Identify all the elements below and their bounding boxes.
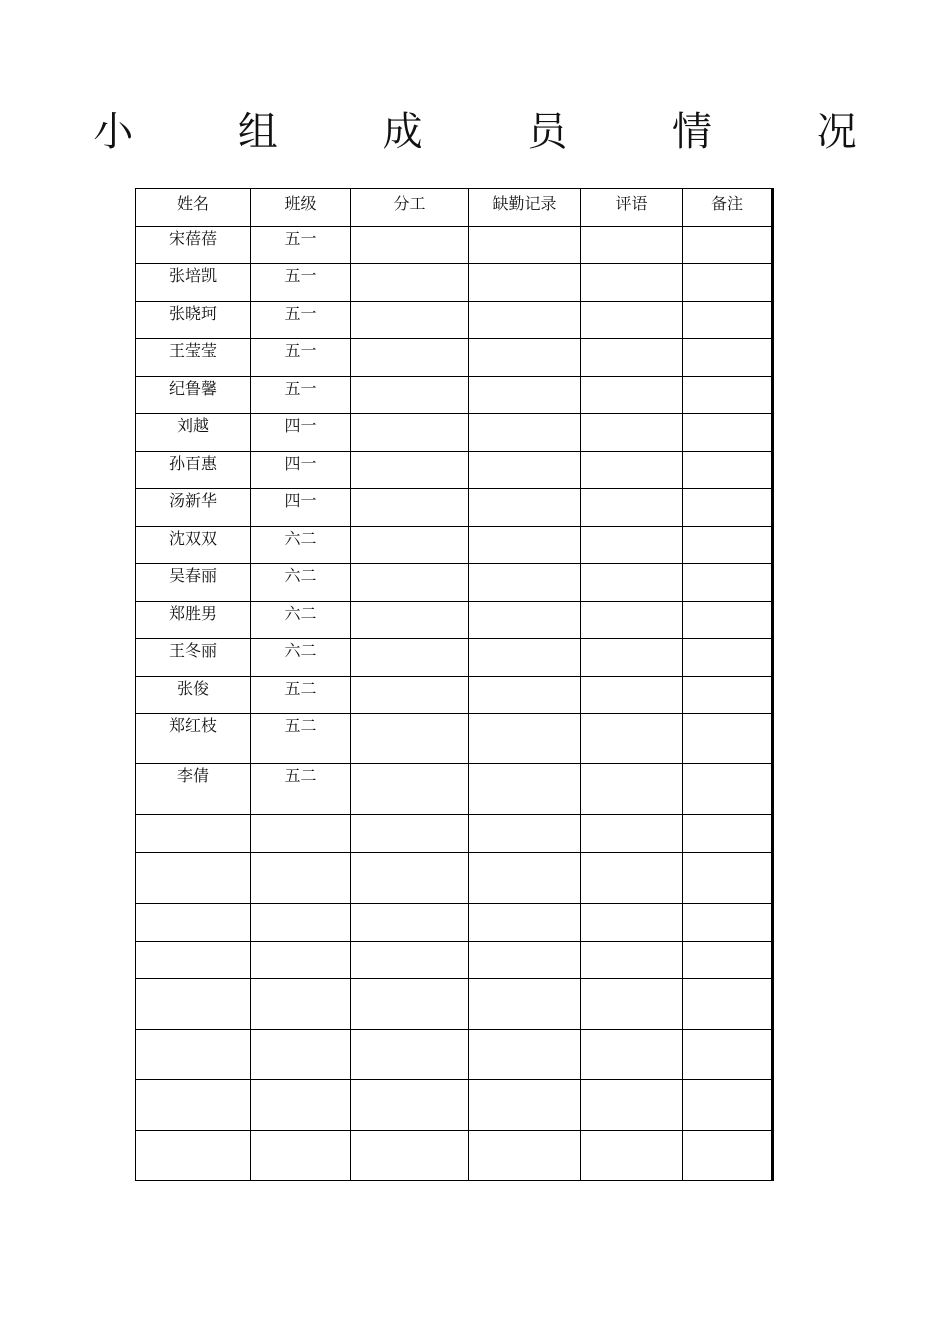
role-cell (351, 227, 469, 264)
member-class-cell (251, 979, 351, 1030)
member-name-cell (136, 1030, 251, 1080)
role-cell (351, 602, 469, 639)
absence-cell (469, 302, 581, 339)
member-class-cell: 五一 (251, 227, 351, 264)
table-row (136, 677, 773, 714)
table-row (136, 764, 773, 815)
member-class-cell: 五一 (251, 264, 351, 302)
comment-cell (581, 764, 683, 815)
comment-cell (581, 853, 683, 904)
member-name-cell (136, 1080, 251, 1131)
table-row (136, 527, 773, 564)
role-cell (351, 904, 469, 942)
absence-cell (469, 564, 581, 602)
remark-cell (683, 264, 773, 302)
member-name-cell: 宋蓓蓓 (136, 227, 251, 264)
absence-cell (469, 339, 581, 377)
role-cell (351, 677, 469, 714)
header-comment: 评语 (581, 189, 683, 227)
remark-cell (683, 853, 773, 904)
absence-cell (469, 815, 581, 853)
remark-cell (683, 1131, 773, 1181)
comment-cell (581, 227, 683, 264)
comment-cell (581, 264, 683, 302)
table-row (136, 452, 773, 489)
absence-cell (469, 489, 581, 527)
remark-cell (683, 1080, 773, 1131)
remark-cell (683, 377, 773, 414)
comment-cell (581, 942, 683, 979)
comment-cell (581, 904, 683, 942)
role-cell (351, 639, 469, 677)
member-name-cell: 孙百惠 (136, 452, 251, 489)
comment-cell (581, 1030, 683, 1080)
role-cell (351, 853, 469, 904)
absence-cell (469, 602, 581, 639)
member-class-cell (251, 853, 351, 904)
remark-cell (683, 639, 773, 677)
remark-cell (683, 339, 773, 377)
remark-cell (683, 602, 773, 639)
member-name-cell: 王冬丽 (136, 639, 251, 677)
remark-cell (683, 227, 773, 264)
page-title: 小 组 成 员 情 况 (93, 109, 903, 155)
comment-cell (581, 979, 683, 1030)
absence-cell (469, 853, 581, 904)
member-name-cell (136, 942, 251, 979)
member-class-cell: 四一 (251, 452, 351, 489)
member-class-cell: 五一 (251, 377, 351, 414)
header-class: 班级 (251, 189, 351, 227)
header-name: 姓名 (136, 189, 251, 227)
member-name-cell: 吴春丽 (136, 564, 251, 602)
table-row (136, 264, 773, 302)
absence-cell (469, 527, 581, 564)
member-class-cell (251, 815, 351, 853)
member-class-cell: 五二 (251, 677, 351, 714)
comment-cell (581, 527, 683, 564)
member-class-cell: 六二 (251, 639, 351, 677)
absence-cell (469, 942, 581, 979)
table-row (136, 1030, 773, 1080)
header-absence: 缺勤记录 (469, 189, 581, 227)
comment-cell (581, 639, 683, 677)
member-name-cell: 汤新华 (136, 489, 251, 527)
role-cell (351, 815, 469, 853)
role-cell (351, 339, 469, 377)
remark-cell (683, 564, 773, 602)
role-cell (351, 377, 469, 414)
role-cell (351, 452, 469, 489)
table-row (136, 602, 773, 639)
role-cell (351, 714, 469, 764)
member-class-cell (251, 904, 351, 942)
member-name-cell: 张晓珂 (136, 302, 251, 339)
remark-cell (683, 815, 773, 853)
member-name-cell (136, 853, 251, 904)
table-row (136, 564, 773, 602)
remark-cell (683, 1030, 773, 1080)
member-class-cell: 六二 (251, 527, 351, 564)
remark-cell (683, 489, 773, 527)
comment-cell (581, 677, 683, 714)
table-row (136, 714, 773, 764)
comment-cell (581, 602, 683, 639)
member-name-cell: 郑红枝 (136, 714, 251, 764)
member-name-cell (136, 1131, 251, 1181)
comment-cell (581, 1080, 683, 1131)
absence-cell (469, 227, 581, 264)
header-remark: 备注 (683, 189, 773, 227)
absence-cell (469, 1030, 581, 1080)
role-cell (351, 1131, 469, 1181)
role-cell (351, 414, 469, 452)
role-cell (351, 764, 469, 815)
remark-cell (683, 714, 773, 764)
member-name-cell: 张培凯 (136, 264, 251, 302)
remark-cell (683, 904, 773, 942)
remark-cell (683, 979, 773, 1030)
comment-cell (581, 302, 683, 339)
member-class-cell (251, 1131, 351, 1181)
remark-cell (683, 677, 773, 714)
member-table (135, 188, 774, 1181)
absence-cell (469, 639, 581, 677)
role-cell (351, 942, 469, 979)
member-name-cell: 纪鲁馨 (136, 377, 251, 414)
comment-cell (581, 339, 683, 377)
role-cell (351, 1080, 469, 1131)
table-row (136, 227, 773, 264)
member-name-cell (136, 904, 251, 942)
member-name-cell: 刘越 (136, 414, 251, 452)
absence-cell (469, 414, 581, 452)
role-cell (351, 564, 469, 602)
comment-cell (581, 452, 683, 489)
remark-cell (683, 527, 773, 564)
absence-cell (469, 979, 581, 1030)
remark-cell (683, 452, 773, 489)
member-class-cell: 六二 (251, 564, 351, 602)
absence-cell (469, 1131, 581, 1181)
remark-cell (683, 942, 773, 979)
member-class-cell: 四一 (251, 414, 351, 452)
comment-cell (581, 1131, 683, 1181)
role-cell (351, 527, 469, 564)
table-row (136, 904, 773, 942)
absence-cell (469, 264, 581, 302)
remark-cell (683, 302, 773, 339)
absence-cell (469, 764, 581, 815)
role-cell (351, 302, 469, 339)
absence-cell (469, 377, 581, 414)
member-class-cell (251, 942, 351, 979)
header-row (136, 189, 773, 227)
table-row (136, 815, 773, 853)
absence-cell (469, 677, 581, 714)
table-row (136, 1080, 773, 1131)
member-name-cell: 李倩 (136, 764, 251, 815)
header-role: 分工 (351, 189, 469, 227)
table-row (136, 853, 773, 904)
absence-cell (469, 904, 581, 942)
member-name-cell (136, 979, 251, 1030)
remark-cell (683, 414, 773, 452)
member-class-cell: 五二 (251, 714, 351, 764)
table-row (136, 302, 773, 339)
member-name-cell: 王莹莹 (136, 339, 251, 377)
role-cell (351, 979, 469, 1030)
role-cell (351, 489, 469, 527)
table-row (136, 339, 773, 377)
comment-cell (581, 564, 683, 602)
member-name-cell (136, 815, 251, 853)
member-class-cell: 五一 (251, 302, 351, 339)
absence-cell (469, 714, 581, 764)
member-class-cell (251, 1080, 351, 1131)
comment-cell (581, 414, 683, 452)
absence-cell (469, 452, 581, 489)
member-name-cell: 张俊 (136, 677, 251, 714)
role-cell (351, 1030, 469, 1080)
comment-cell (581, 489, 683, 527)
table-row (136, 639, 773, 677)
table-row (136, 377, 773, 414)
absence-cell (469, 1080, 581, 1131)
member-class-cell: 六二 (251, 602, 351, 639)
table-row (136, 489, 773, 527)
member-class-cell (251, 1030, 351, 1080)
table-body (136, 227, 773, 1181)
member-class-cell: 五一 (251, 339, 351, 377)
member-name-cell: 郑胜男 (136, 602, 251, 639)
comment-cell (581, 377, 683, 414)
table-row (136, 1131, 773, 1181)
table-row (136, 414, 773, 452)
member-name-cell: 沈双双 (136, 527, 251, 564)
comment-cell (581, 815, 683, 853)
role-cell (351, 264, 469, 302)
table-row (136, 942, 773, 979)
member-class-cell: 四一 (251, 489, 351, 527)
table-row (136, 979, 773, 1030)
member-class-cell: 五二 (251, 764, 351, 815)
comment-cell (581, 714, 683, 764)
remark-cell (683, 764, 773, 815)
